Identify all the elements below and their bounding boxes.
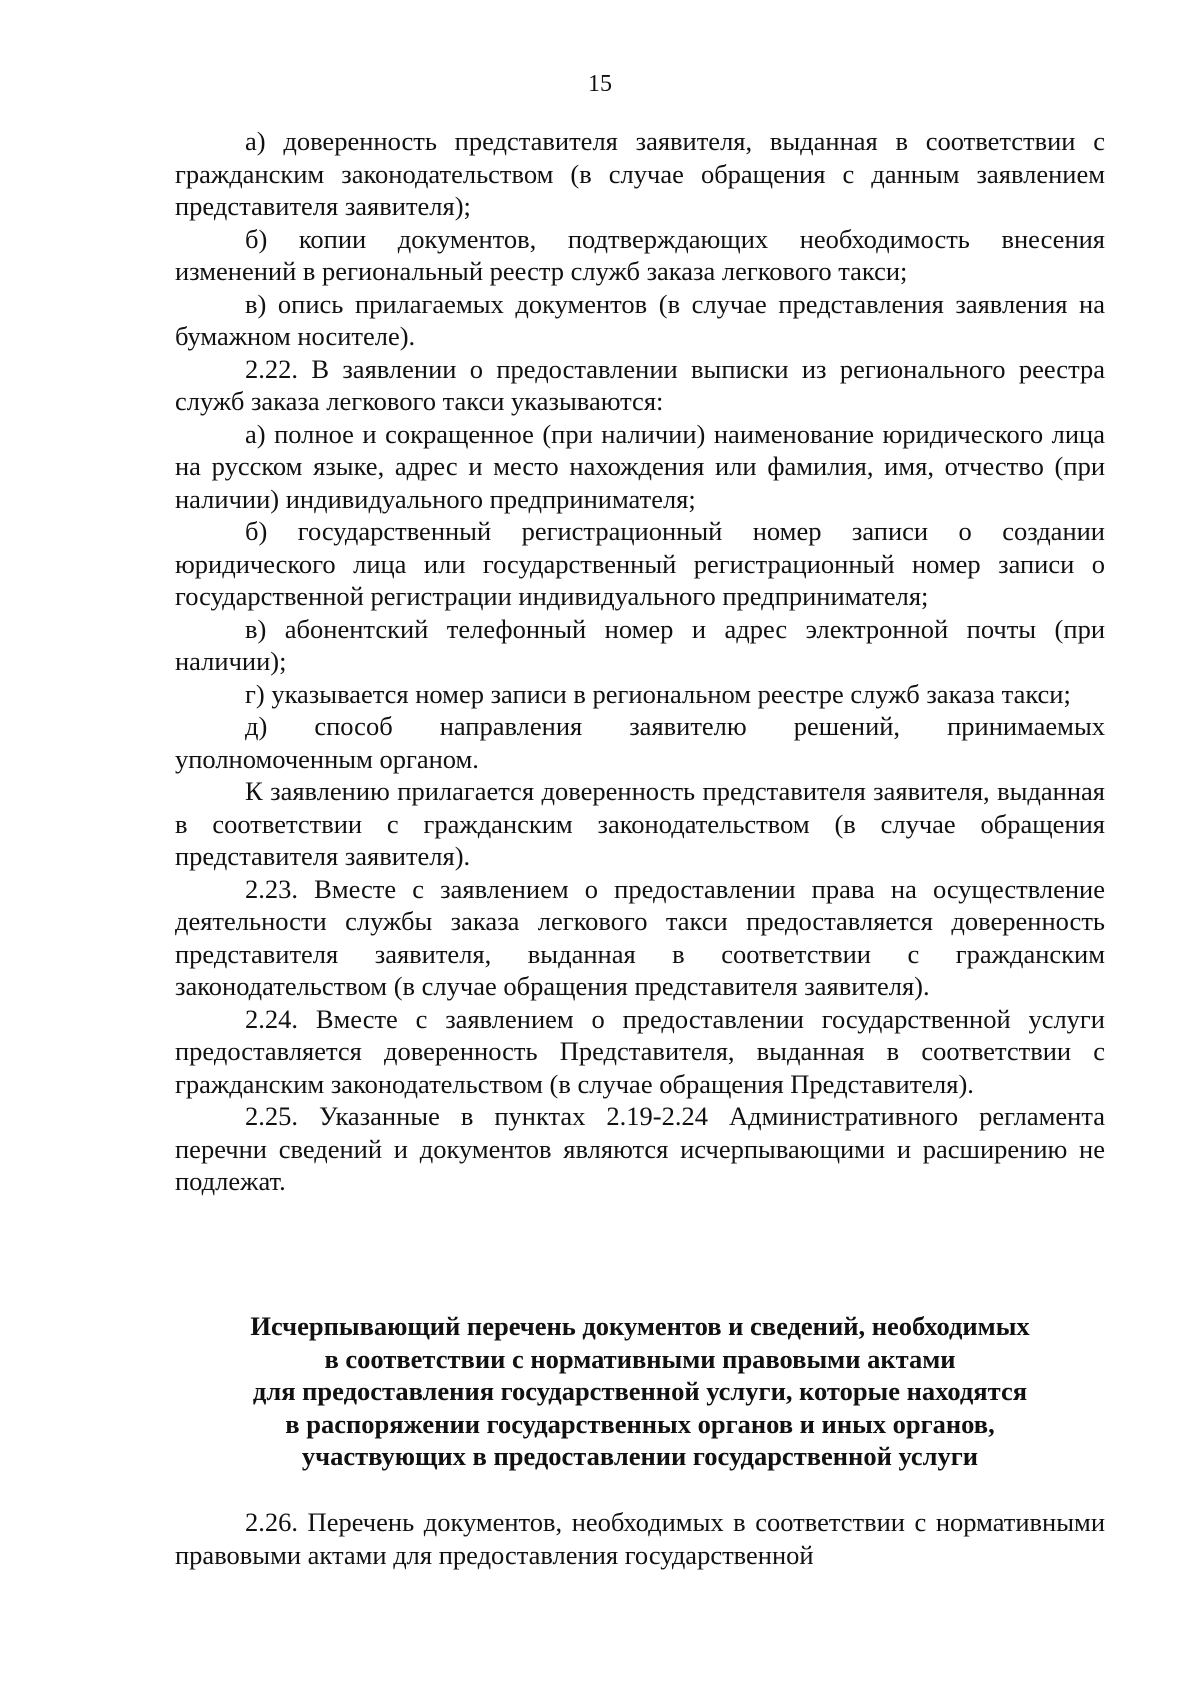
heading-line: Исчерпывающий перечень документов и сведений, необходимых bbox=[250, 1311, 1030, 1341]
paragraph-v-inventory: в) опись прилагаемых документов (в случае представления заявления на бумажном носителе). bbox=[175, 288, 1105, 351]
paragraph-b-registration-number: б) государственный регистрационный номер записи о создании юридического лица или государственный регистрационный номер записи о государственной регистрации индивидуального предпринимателя; bbox=[175, 516, 1105, 611]
paragraph-g-registry-record: г) указывается номер записи в региональном реестре служб заказа такси; bbox=[245, 678, 1071, 709]
paragraph-a-power-of-attorney: а) доверенность представителя заявителя, выданная в соответствии с гражданским законодательством (в случае обращения с данным заявлением представителя заявителя); bbox=[175, 126, 1105, 221]
heading-line: участвующих в предоставлении государственной услуги bbox=[301, 1441, 979, 1471]
paragraph-a-company-name: а) полное и сокращенное (при наличии) наименование юридического лица на русском языке, адрес и место нахождения или фамилия, имя, отчество (при наличии) индивидуального предпринимателя; bbox=[175, 418, 1105, 514]
document-body-continued bbox=[175, 1506, 1105, 1571]
paragraph-b-document-copies: б) копии документов, подтверждающих необходимость внесения изменений в региональный реестр служб заказа легкового такси; bbox=[175, 223, 1105, 286]
paragraph-2-24: 2.24. Вместе с заявлением о предоставлении государственной услуги предоставляется доверенность Представителя, выданная в соответствии с гражданским законодательством (в случае обращения Представителя). bbox=[175, 1003, 1105, 1099]
paragraph-v-phone-email: в) абонентский телефонный номер и адрес электронной почты (при наличии); bbox=[175, 613, 1105, 676]
paragraph-2-25: 2.25. Указанные в пунктах 2.19-2.24 Административного регламента перечни сведений и документов являются исчерпывающими и расширению не подлежат. bbox=[175, 1101, 1105, 1196]
paragraph-attachment: К заявлению прилагается доверенность представителя заявителя, выданная в соответствии с гражданским законодательством (в случае обращения представителя заявителя). bbox=[175, 776, 1105, 871]
heading-line: в соответствии с нормативными правовыми актами bbox=[324, 1343, 956, 1374]
document-body bbox=[175, 125, 1105, 1198]
heading-line: для предоставления государственной услуги, которые находятся bbox=[252, 1376, 1028, 1406]
section-heading bbox=[175, 1310, 1105, 1473]
page-number: 15 bbox=[588, 71, 612, 97]
paragraph-2-26: 2.26. Перечень документов, необходимых в соответствии с нормативными правовыми актами для предоставления государственной bbox=[175, 1507, 1105, 1570]
heading-line: в распоряжении государственных органов и иных органов, bbox=[285, 1408, 995, 1439]
paragraph-d-delivery-method: д) способ направления заявителю решений, принимаемых уполномоченным органом. bbox=[175, 711, 1105, 774]
paragraph-2-23: 2.23. Вместе с заявлением о предоставлении права на осуществление деятельности службы заказа легкового такси предоставляется доверенность представителя заявителя, выданная в соответствии с гражданским законодательством (в случае обращения представителя заявителя). bbox=[175, 873, 1105, 1001]
paragraph-2-22: 2.22. В заявлении о предоставлении выписки из регионального реестра служб заказа легкового такси указываются: bbox=[175, 353, 1105, 416]
